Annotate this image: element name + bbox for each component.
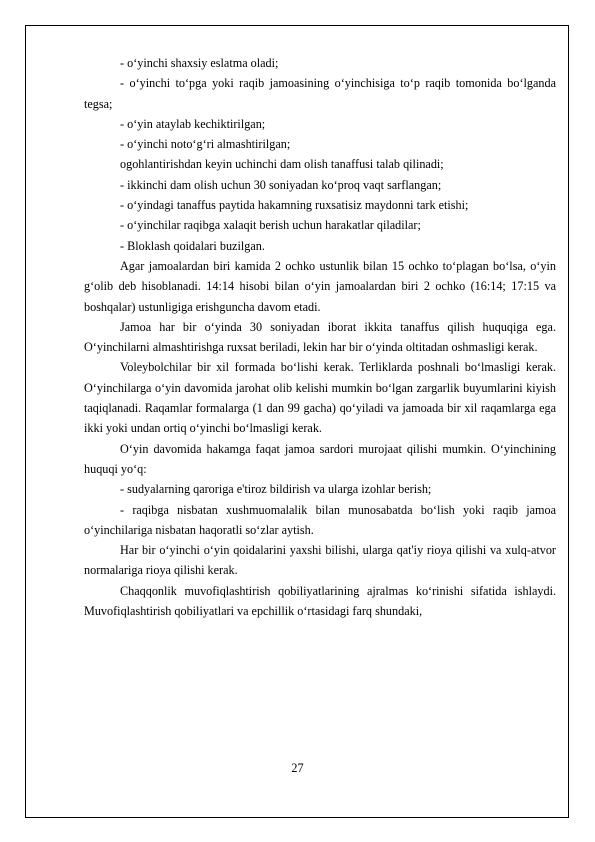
paragraph: - o‘yindagi tanaffus paytida hakamning ruxsatisiz maydonni tark etishi;: [120, 198, 469, 213]
paragraph: - sudyalarning qaroriga e'tiroz bildirish va ularga izohlar berish;: [120, 482, 432, 497]
paragraph: ogohlantirishdan keyin uchinchi dam olish tanaffusi talab qilinadi;: [120, 157, 444, 172]
page-number: 27: [291, 761, 304, 775]
paragraph: - Bloklash qoidalari buzilgan.: [120, 238, 265, 253]
paragraph: Agar jamoalardan biri kamida 2 ochko ustunlik bilan 15 ochko to‘plagan bo‘lsa, o‘yin g‘olib deb hisoblanadi. 14:14 hisobi bilan o‘yin jamoalardan biri 2 ochko (16:14; 17:15 va boshqalar) ustunligiga erishguncha davom etadi.: [84, 258, 556, 314]
paragraph: - o‘yinchi noto‘g‘ri almashtirilgan;: [120, 137, 291, 152]
paragraph: - o‘yinchi to‘pga yoki raqib jamoasining o‘yinchisiga to‘p raqib tomonida bo‘lganda tegsa;: [84, 76, 556, 111]
document-body: [84, 53, 556, 621]
paragraph: - o‘yinchi shaxsiy eslatma oladi;: [120, 56, 279, 70]
paragraph: - raqibga nisbatan xushmuomalalik bilan munosabatda bo‘lish yoki raqib jamoa o‘yinchilariga nisbatan haqoratli so‘zlar aytish.: [84, 502, 556, 537]
paragraph: - o‘yinchilar raqibga xalaqit berish uchun harakatlar qiladilar;: [120, 218, 421, 233]
paragraph: O‘yin davomida hakamga faqat jamoa sardori murojaat qilishi mumkin. O‘yinchining huquqi yo‘q:: [84, 441, 556, 476]
paragraph: Jamoa har bir o‘yinda 30 soniyadan iborat ikkita tanaffus qilish huquqiga ega. O‘yinchilarni almashtirishga ruxsat beriladi, lekin har bir o‘yinda oltitadan oshmasligi kerak.: [84, 319, 556, 355]
paragraph: - o‘yin ataylab kechiktirilgan;: [120, 116, 266, 131]
paragraph: Chaqqonlik muvofiqlashtirish qobiliyatlarining ajralmas ko‘rinishi sifatida ishlaydi. Muvofiqlashtirish qobiliyatlari va epchillik o‘rtasidagi farq shundaki,: [84, 583, 556, 619]
paragraph: - ikkinchi dam olish uchun 30 soniyadan ko‘proq vaqt sarflangan;: [120, 177, 442, 192]
paragraph: Voleybolchilar bir xil formada bo‘lishi kerak. Terliklarda poshnali bo‘lmasligi kerak. O‘yinchilarga o‘yin davomida jarohat olib kelishi mumkin bo‘lgan zargarlik buyumlarini kiyish taqiqlanadi. Raqamlar formalarga (1 dan 99 gacha) qo‘yiladi va jamoada bir xil raqamlarga ega ikki yoki undan ortiq o‘yinchi bo‘lmasligi kerak.: [84, 360, 556, 436]
paragraph: Har bir o‘yinchi o‘yin qoidalarini yaxshi bilishi, ularga qat'iy rioya qilishi va xulq-atvor normalariga rioya qilishi kerak.: [84, 543, 556, 578]
